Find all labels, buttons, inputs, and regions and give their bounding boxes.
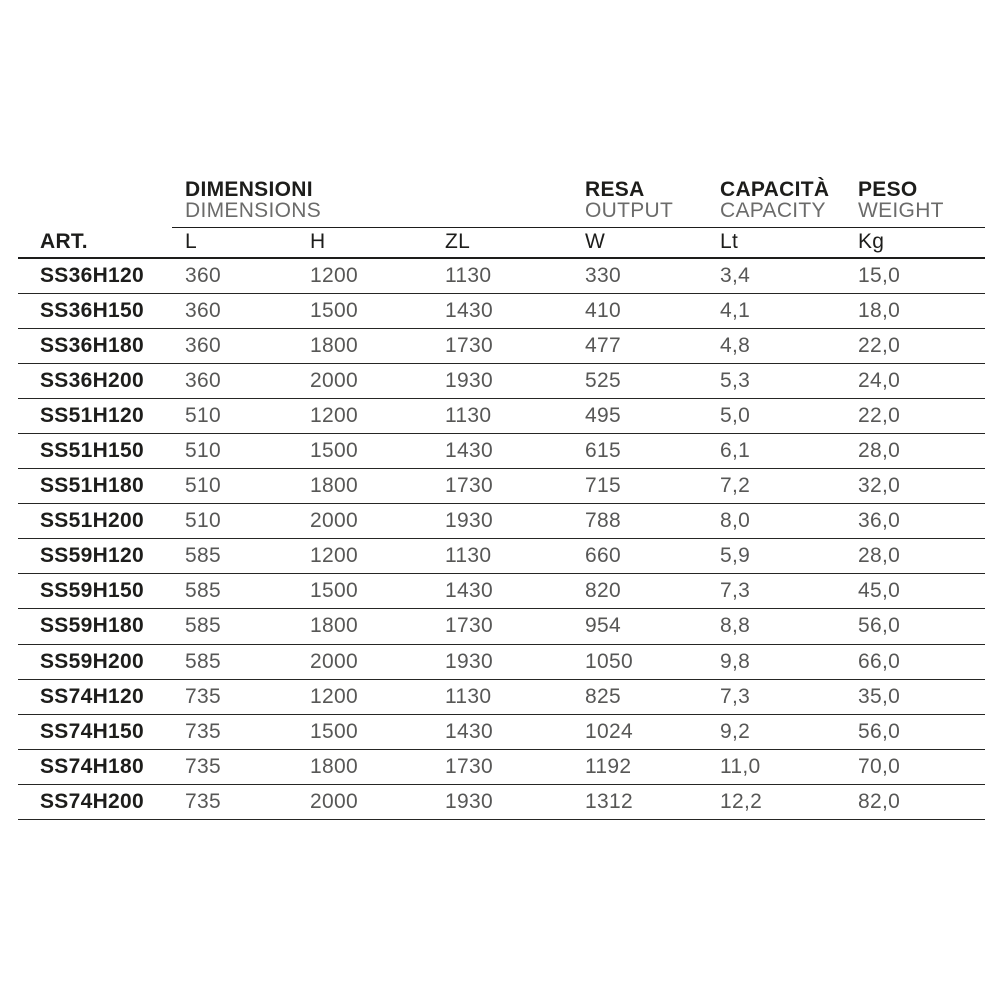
cell-value: 1800: [297, 609, 432, 644]
cell-art-code: SS36H150: [18, 293, 172, 328]
cell-value: 1200: [297, 398, 432, 433]
cell-value: 56,0: [845, 609, 985, 644]
group-header-capacity: [707, 176, 845, 227]
group-header-output: [572, 176, 707, 227]
cell-value: 477: [572, 328, 707, 363]
cell-value: 1930: [432, 504, 572, 539]
cell-value: 28,0: [845, 539, 985, 574]
cell-value: 3,4: [707, 258, 845, 293]
spec-table: [18, 176, 985, 820]
cell-value: 820: [572, 574, 707, 609]
cell-value: 1312: [572, 784, 707, 819]
cell-art-code: SS59H200: [18, 644, 172, 679]
cell-value: 11,0: [707, 749, 845, 784]
table-row: [18, 258, 985, 293]
cell-value: 2000: [297, 784, 432, 819]
group-subtitle-output: OUTPUT: [585, 198, 674, 222]
cell-art-code: SS74H120: [18, 679, 172, 714]
cell-art-code: SS74H200: [18, 784, 172, 819]
cell-value: 525: [572, 363, 707, 398]
cell-value: 1130: [432, 398, 572, 433]
group-header-row: [18, 176, 985, 227]
column-header-kg: Kg: [845, 227, 985, 258]
cell-value: 35,0: [845, 679, 985, 714]
cell-value: 1730: [432, 469, 572, 504]
table-row: [18, 749, 985, 784]
cell-value: 360: [172, 363, 297, 398]
cell-art-code: SS59H120: [18, 539, 172, 574]
cell-value: 1200: [297, 679, 432, 714]
cell-value: 1130: [432, 679, 572, 714]
cell-value: 1500: [297, 574, 432, 609]
table-row: [18, 328, 985, 363]
table-row: [18, 398, 985, 433]
cell-value: 28,0: [845, 433, 985, 468]
cell-art-code: SS74H180: [18, 749, 172, 784]
cell-value: 18,0: [845, 293, 985, 328]
cell-value: 7,3: [707, 574, 845, 609]
cell-value: 1930: [432, 784, 572, 819]
cell-value: 9,2: [707, 714, 845, 749]
cell-value: 1130: [432, 539, 572, 574]
group-header-spacer: [18, 176, 172, 227]
cell-art-code: SS51H180: [18, 469, 172, 504]
cell-value: 1930: [432, 644, 572, 679]
table-row: [18, 433, 985, 468]
cell-value: 5,9: [707, 539, 845, 574]
cell-value: 585: [172, 609, 297, 644]
cell-art-code: SS59H180: [18, 609, 172, 644]
cell-value: 1500: [297, 714, 432, 749]
cell-value: 1200: [297, 258, 432, 293]
cell-value: 1730: [432, 328, 572, 363]
column-header-h: H: [297, 227, 432, 258]
cell-value: 45,0: [845, 574, 985, 609]
cell-art-code: SS51H120: [18, 398, 172, 433]
cell-value: 510: [172, 433, 297, 468]
cell-value: 735: [172, 679, 297, 714]
cell-value: 4,1: [707, 293, 845, 328]
table-row: [18, 363, 985, 398]
cell-value: 1200: [297, 539, 432, 574]
spec-table-header: [18, 176, 985, 258]
cell-value: 330: [572, 258, 707, 293]
cell-value: 585: [172, 539, 297, 574]
table-row: [18, 469, 985, 504]
cell-value: 410: [572, 293, 707, 328]
column-header-zl: ZL: [432, 227, 572, 258]
column-header-w: W: [572, 227, 707, 258]
cell-art-code: SS36H180: [18, 328, 172, 363]
cell-value: 7,2: [707, 469, 845, 504]
cell-value: 12,2: [707, 784, 845, 819]
group-title-dimensioni: DIMENSIONI: [185, 177, 313, 201]
cell-value: 495: [572, 398, 707, 433]
cell-value: 788: [572, 504, 707, 539]
group-title-capacita: CAPACITÀ: [720, 177, 830, 201]
cell-value: 954: [572, 609, 707, 644]
cell-value: 22,0: [845, 398, 985, 433]
cell-value: 1430: [432, 574, 572, 609]
table-row: [18, 609, 985, 644]
cell-value: 22,0: [845, 328, 985, 363]
cell-value: 4,8: [707, 328, 845, 363]
cell-value: 9,8: [707, 644, 845, 679]
group-title-resa: RESA: [585, 177, 645, 201]
group-subtitle-dimensions: DIMENSIONS: [185, 198, 322, 222]
cell-value: 510: [172, 504, 297, 539]
cell-value: 735: [172, 749, 297, 784]
cell-value: 360: [172, 258, 297, 293]
cell-value: 1800: [297, 328, 432, 363]
cell-value: 1730: [432, 749, 572, 784]
cell-value: 615: [572, 433, 707, 468]
cell-value: 56,0: [845, 714, 985, 749]
group-subtitle-weight: WEIGHT: [858, 198, 944, 222]
group-header-dimensions: [172, 176, 572, 227]
cell-value: 1130: [432, 258, 572, 293]
column-header-art: ART.: [18, 227, 172, 258]
cell-value: 32,0: [845, 469, 985, 504]
cell-value: 36,0: [845, 504, 985, 539]
group-header-weight: [845, 176, 985, 227]
cell-value: 360: [172, 328, 297, 363]
table-row: [18, 644, 985, 679]
cell-value: 660: [572, 539, 707, 574]
cell-value: 735: [172, 784, 297, 819]
table-row: [18, 539, 985, 574]
cell-value: 1930: [432, 363, 572, 398]
cell-value: 1430: [432, 433, 572, 468]
cell-value: 2000: [297, 504, 432, 539]
cell-art-code: SS59H150: [18, 574, 172, 609]
cell-value: 5,0: [707, 398, 845, 433]
cell-value: 2000: [297, 644, 432, 679]
cell-art-code: SS74H150: [18, 714, 172, 749]
spec-table-body: [18, 258, 985, 820]
cell-value: 1800: [297, 469, 432, 504]
group-subtitle-capacity: CAPACITY: [720, 198, 826, 222]
cell-value: 825: [572, 679, 707, 714]
cell-value: 66,0: [845, 644, 985, 679]
cell-value: 510: [172, 469, 297, 504]
table-row: [18, 293, 985, 328]
cell-value: 585: [172, 644, 297, 679]
cell-value: 7,3: [707, 679, 845, 714]
cell-value: 1430: [432, 293, 572, 328]
column-header-lt: Lt: [707, 227, 845, 258]
cell-value: 360: [172, 293, 297, 328]
cell-value: 715: [572, 469, 707, 504]
cell-value: 5,3: [707, 363, 845, 398]
cell-value: 15,0: [845, 258, 985, 293]
cell-value: 1500: [297, 293, 432, 328]
table-row: [18, 574, 985, 609]
cell-value: 24,0: [845, 363, 985, 398]
column-header-row: [18, 227, 985, 258]
cell-value: 1800: [297, 749, 432, 784]
cell-value: 82,0: [845, 784, 985, 819]
table-row: [18, 504, 985, 539]
cell-value: 8,0: [707, 504, 845, 539]
table-row: [18, 714, 985, 749]
cell-art-code: SS36H120: [18, 258, 172, 293]
cell-value: 1730: [432, 609, 572, 644]
cell-value: 1050: [572, 644, 707, 679]
column-header-l: L: [172, 227, 297, 258]
cell-value: 1192: [572, 749, 707, 784]
cell-value: 1430: [432, 714, 572, 749]
cell-value: 70,0: [845, 749, 985, 784]
table-row: [18, 784, 985, 819]
cell-value: 510: [172, 398, 297, 433]
cell-value: 735: [172, 714, 297, 749]
cell-art-code: SS51H200: [18, 504, 172, 539]
cell-value: 1024: [572, 714, 707, 749]
cell-value: 585: [172, 574, 297, 609]
cell-value: 2000: [297, 363, 432, 398]
cell-art-code: SS36H200: [18, 363, 172, 398]
cell-value: 8,8: [707, 609, 845, 644]
group-title-peso: PESO: [858, 177, 918, 201]
cell-value: 1500: [297, 433, 432, 468]
cell-art-code: SS51H150: [18, 433, 172, 468]
table-row: [18, 679, 985, 714]
cell-value: 6,1: [707, 433, 845, 468]
